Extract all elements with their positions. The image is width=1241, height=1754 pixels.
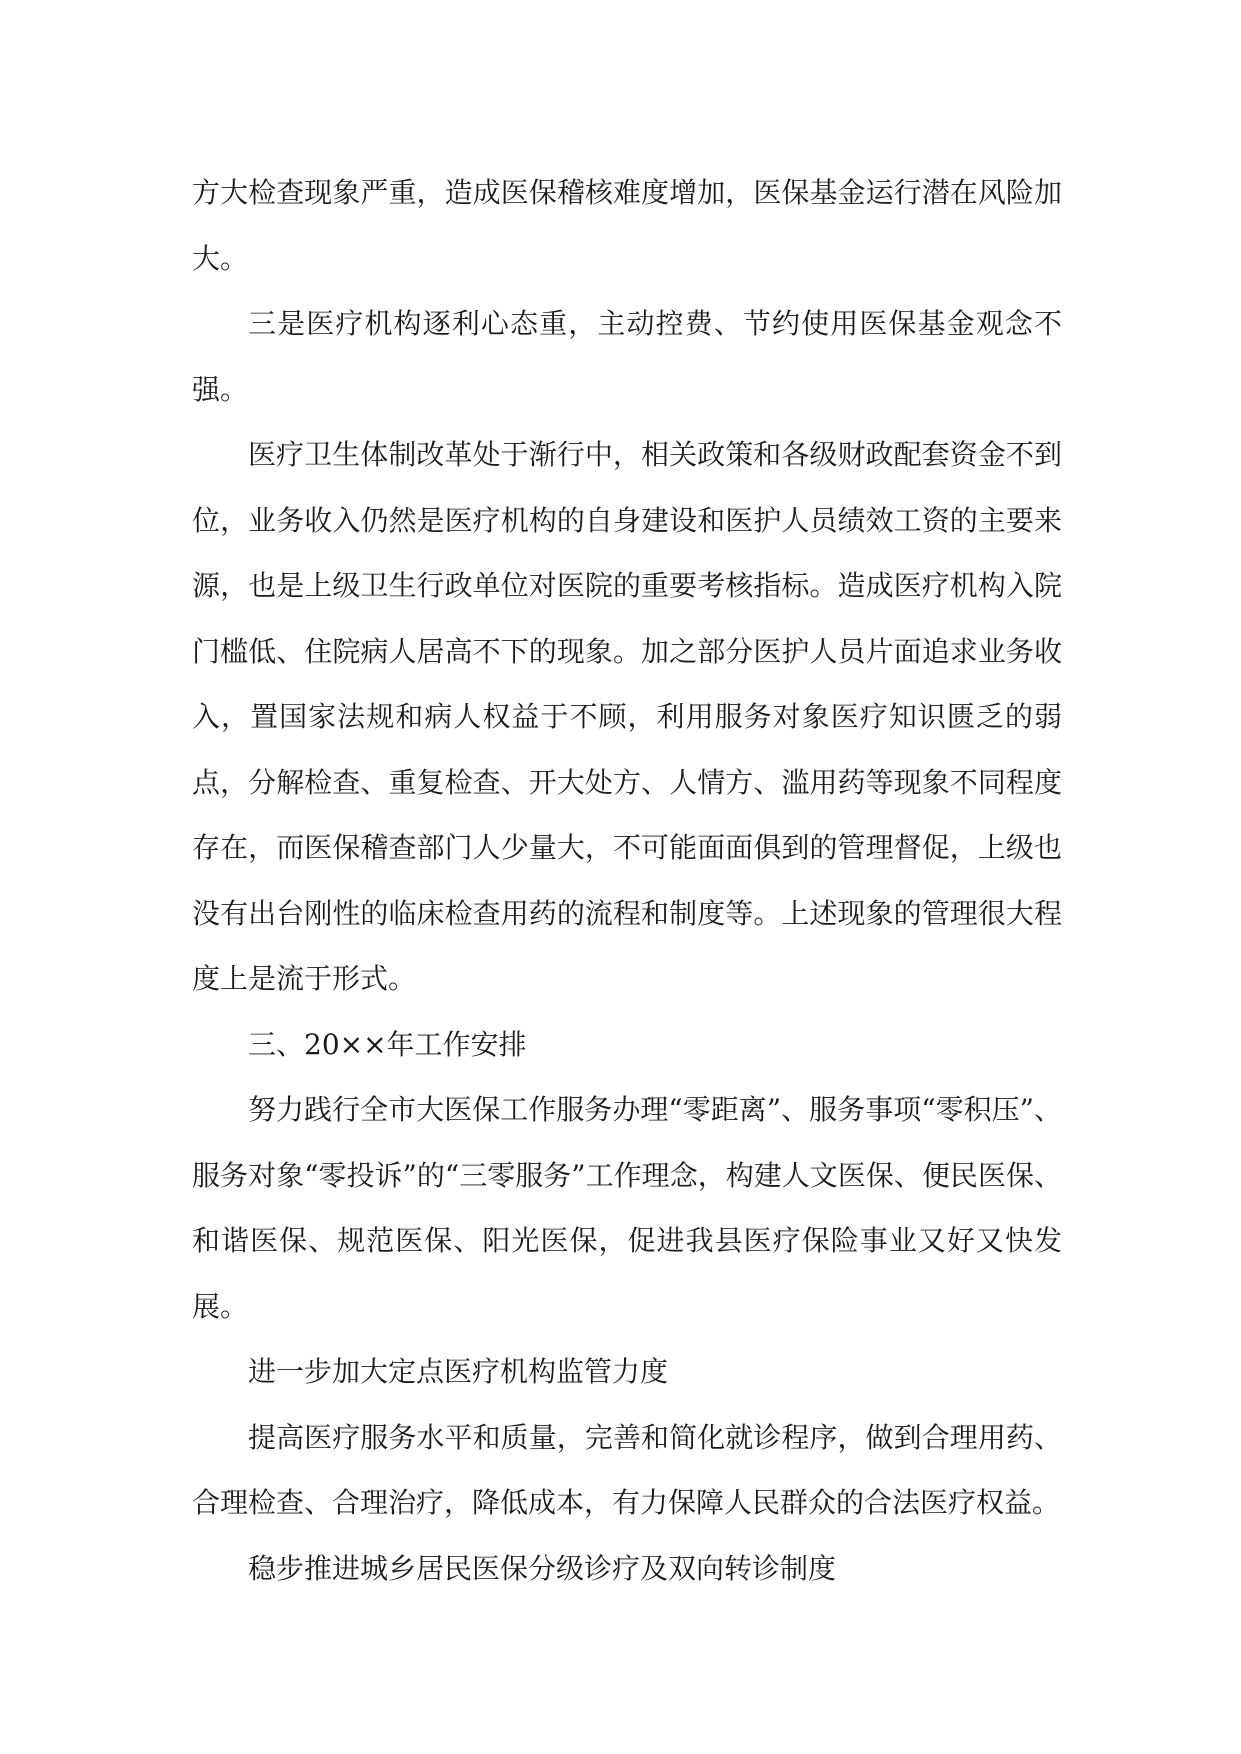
paragraph-three-zero-service: 努力践行全市大医保工作服务办理“零距离”、服务事项“零积压”、服务对象“零投诉”的“三零服务”工作理念，构建人文医保、便民医保、和谐医保、规范医保、阳光医保，促进我县医疗保险事业又好又快发展。	[192, 1093, 1062, 1323]
subheading-referral-system: 稳步推进城乡居民医保分级诊疗及双向转诊制度	[248, 1551, 837, 1585]
paragraph-point-three: 三是医疗机构逐利心态重，主动控费、节约使用医保基金观念不强。	[192, 307, 1062, 406]
subheading-supervision: 进一步加大定点医疗机构监管力度	[248, 1355, 669, 1388]
section-heading-work-plan: 三、20××年工作安排	[248, 1027, 527, 1061]
document-page	[192, 160, 1062, 1601]
paragraph-continuation: 方大检查现象严重，造成医保稽核难度增加，医保基金运行潜在风险加大。	[192, 176, 1062, 275]
paragraph-reform-details: 医疗卫生体制改革处于渐行中，相关政策和各级财政配套资金不到位，业务收入仍然是医疗机构的自身建设和医护人员绩效工资的主要来源，也是上级卫生行政单位对医院的重要考核指标。造成医疗机构入院门槛低、住院病人居高不下的现象。加之部分医护人员片面追求业务收入，置国家法规和病人权益于不顾，利用服务对象医疗知识匮乏的弱点，分解检查、重复检查、开大处方、人情方、滥用药等现象不同程度存在，而医保稽查部门人少量大，不可能面面俱到的管理督促，上级也没有出台刚性的临床检查用药的流程和制度等。上述现象的管理很大程度上是流于形式。	[192, 438, 1062, 995]
paragraph-service-quality: 提高医疗服务水平和质量，完善和简化就诊程序，做到合理用药、合理检查、合理治疗，降低成本，有力保障人民群众的合法医疗权益。	[192, 1420, 1062, 1519]
